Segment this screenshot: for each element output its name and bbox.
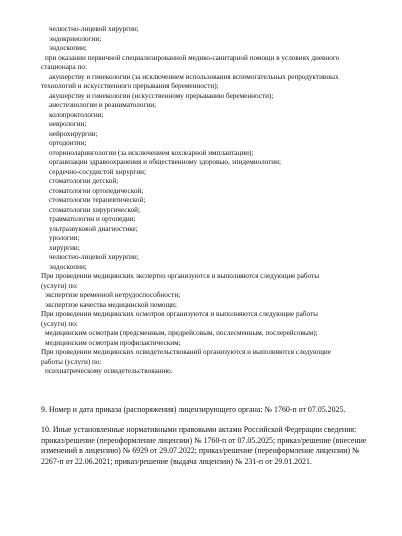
document-line: анестезиологии и реаниматологии; bbox=[49, 101, 157, 109]
document-line: стоматологии детской; bbox=[49, 177, 119, 185]
document-line: стоматологии хирургической; bbox=[49, 205, 141, 214]
document-line: При проведении медицинских освидетельствований организуются и выполняются следующие bbox=[41, 348, 331, 356]
document-line: стационара по: bbox=[41, 63, 87, 71]
document-line: при оказании первичной специализированной медико-санитарной помощи в условиях дневного bbox=[45, 53, 340, 62]
document-line: оториноларингологии (за исключением кохлеарной имплантации); bbox=[49, 148, 254, 157]
document-line: акушерству и гинекологии (искусственному прерыванию беременности); bbox=[49, 91, 274, 100]
document-line: эндоскопии; bbox=[49, 44, 87, 52]
document-line: организации здравоохранения и общественному здоровью, эпидемиологии; bbox=[49, 158, 281, 166]
section-10-line: 10. Иные установленные нормативными правовыми актами Российской Федерации сведения: bbox=[41, 425, 357, 434]
document-line: травматологии и ортопедии; bbox=[49, 215, 136, 223]
document-line: (услуги) по: bbox=[41, 319, 78, 328]
document-line: ультразвуковой диагностике; bbox=[49, 224, 138, 233]
section-10-line: приказ/решение (переоформление лицензии) № 1760-п от 07.05.2025; приказ/решение (внесение bbox=[41, 435, 367, 445]
document-line: хирургии; bbox=[49, 243, 80, 252]
document-line: челюстно-лицевой хирургии; bbox=[49, 25, 139, 33]
document-line: медицинским осмотрам профилактическим; bbox=[45, 338, 181, 347]
document-line: При проведении медицинских экспертиз организуются и выполняются следующие работы bbox=[41, 272, 320, 280]
section-10-line: 2267-п от 22.06.2021; приказ/решение (выдача лицензии) № 231-п от 29.01.2021. bbox=[41, 456, 312, 466]
document-line: нейрохирургии; bbox=[49, 129, 98, 138]
document-line: работы (услуги) по: bbox=[41, 357, 102, 366]
document-line: колопроктологии; bbox=[49, 110, 104, 119]
document-line: эндокринологии; bbox=[49, 34, 102, 43]
document-line: урологии; bbox=[49, 234, 80, 242]
document-line: эндоскопии; bbox=[49, 262, 87, 271]
document-line: акушерству и гинекологии (за исключением использования вспомогательных репродуктивных bbox=[49, 72, 339, 81]
section-10-line: изменений в лицензию) № 6929 от 29.07.2022; приказ/решение (переоформление лицензии) № bbox=[41, 446, 360, 455]
document-line: сердечно-сосудистой хирургии; bbox=[49, 167, 147, 176]
document-line: психиатрическому освидетельствованию. bbox=[45, 367, 173, 375]
document-line: (услуги) по: bbox=[41, 281, 78, 290]
document-line: При проведении медицинских осмотров организуются и выполняются следующие работы bbox=[41, 310, 318, 318]
document-line: технологий и искусственного прерывания беременности); bbox=[41, 82, 219, 90]
document-line: экспертизе временной нетрудоспособности; bbox=[45, 291, 181, 299]
section-9-order-number: 9. Номер и дата приказа (распоряжения) лицензирующего органа: № 1760-п от 07.05.2025. bbox=[41, 405, 346, 414]
document-line: ортодонтии; bbox=[49, 139, 87, 147]
document-line: неврологии; bbox=[49, 120, 87, 128]
document-line: стоматологии терапевтической; bbox=[49, 196, 146, 204]
document-line: медицинским осмотрам (предсменным, предрейсовым, послесменным, послерейсовым); bbox=[45, 329, 318, 337]
document-line: челюстно-лицевой хирургии; bbox=[49, 253, 139, 261]
document-line: экспертизе качества медицинской помощи; bbox=[45, 300, 177, 309]
document-line: стоматологии ортопедической; bbox=[49, 186, 144, 195]
